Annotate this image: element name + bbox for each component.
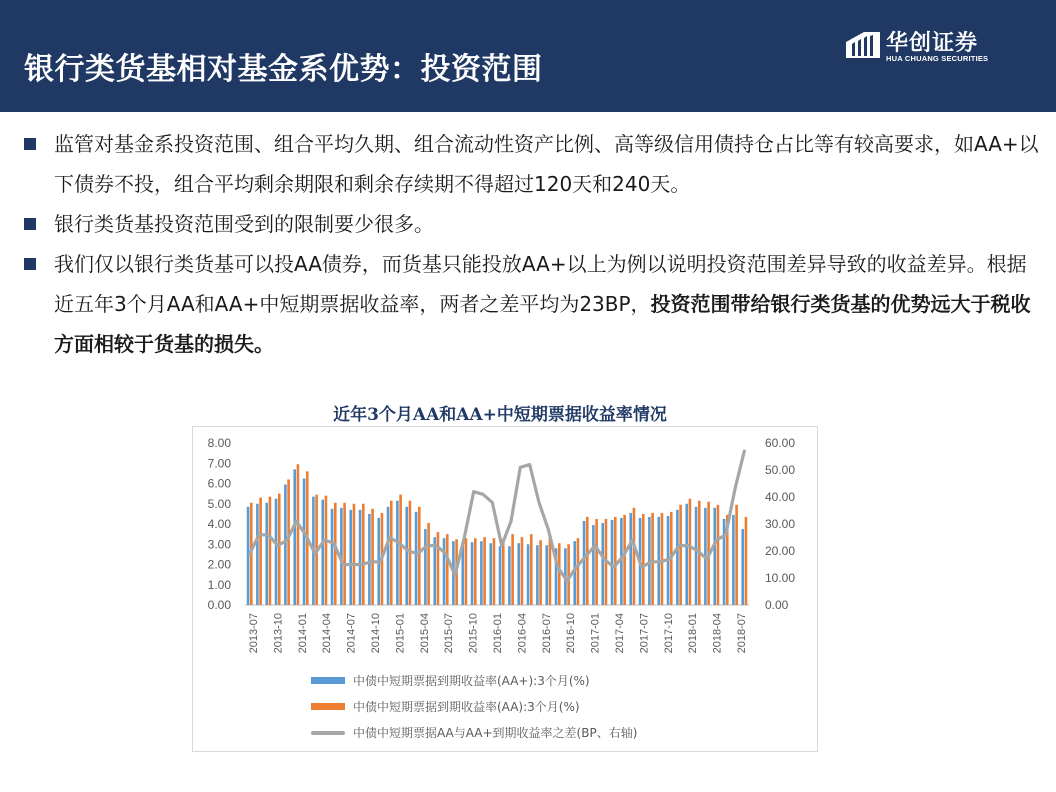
bullet-square-icon — [24, 138, 36, 150]
bar-aa — [446, 534, 449, 605]
chart-plot — [193, 427, 817, 657]
bar-aa — [287, 479, 290, 605]
bar-aa-plus — [405, 507, 408, 605]
x-tick-label: 2017-10 — [662, 613, 675, 654]
bar-aa — [325, 496, 328, 605]
x-tick-label: 2015-01 — [394, 613, 407, 654]
y-right-tick-label: 0.00 — [765, 598, 789, 612]
x-tick-label: 2014-10 — [370, 613, 382, 654]
bar-aa — [679, 505, 682, 605]
x-tick-label: 2015-04 — [418, 613, 431, 654]
bar-aa — [661, 513, 664, 605]
legend-swatch-orange — [311, 703, 345, 710]
bar-aa — [642, 514, 645, 605]
x-tick-label: 2018-07 — [736, 613, 748, 654]
bullet-text: 银行类货基投资范围受到的限制要少很多。 — [54, 212, 434, 236]
y-left-tick-label: 5.00 — [207, 496, 231, 511]
bar-aa — [278, 494, 281, 605]
bar-aa-plus — [433, 537, 436, 605]
bar-aa-plus — [349, 510, 352, 605]
bar-aa — [334, 503, 337, 605]
bar-aa-plus — [713, 508, 716, 605]
y-left-tick-label: 1.00 — [207, 577, 231, 592]
legend-line-gray — [311, 731, 345, 735]
company-logo — [846, 24, 1006, 68]
bar-aa-plus — [499, 546, 502, 605]
x-tick-label: 2017-01 — [589, 613, 602, 654]
bar-aa — [586, 517, 589, 605]
bar-aa-plus — [592, 525, 595, 605]
bullet-item — [22, 124, 1042, 204]
bar-aa — [633, 508, 636, 605]
x-tick-label: 2013-10 — [272, 613, 285, 654]
bar-aa-plus — [387, 507, 390, 605]
bar-aa-plus — [368, 514, 371, 605]
bar-aa — [465, 538, 468, 605]
y-left-tick-label: 3.00 — [207, 537, 231, 552]
bullet-square-icon — [24, 258, 36, 270]
y-left-tick-label: 0.00 — [207, 598, 231, 612]
bar-aa — [735, 505, 738, 605]
bullet-item — [22, 244, 1042, 364]
bullet-list — [22, 124, 1042, 364]
legend-label: 中债中短期票据AA与AA+到期收益率之差(BP、右轴) — [353, 726, 638, 740]
page-title: 银行类货基相对基金系优势：投资范围 — [24, 52, 543, 87]
bar-aa-plus — [601, 523, 604, 605]
bar-aa — [558, 543, 561, 605]
bar-aa-plus — [489, 543, 492, 605]
bar-aa-plus — [732, 515, 735, 605]
bar-aa-plus — [303, 478, 306, 605]
x-tick-label: 2014-01 — [296, 613, 309, 654]
bullet-item — [22, 204, 1042, 244]
bullet-bold-text: 投资范围带给银行类货基的优势远大于税收方面相较于货基的损失。 — [54, 292, 1031, 356]
bar-aa-plus — [629, 513, 632, 605]
bar-aa-plus — [396, 501, 399, 605]
y-right-tick-label: 40.00 — [765, 490, 796, 504]
bar-aa — [651, 513, 654, 605]
bar-aa — [530, 534, 533, 605]
bar-aa-plus — [741, 529, 744, 605]
x-tick-label: 2017-07 — [638, 613, 651, 654]
chart-container — [192, 426, 818, 752]
bar-aa — [511, 534, 514, 605]
bar-aa — [474, 538, 477, 605]
bar-aa — [390, 501, 393, 605]
bar-aa — [614, 517, 617, 605]
bar-aa-plus — [517, 543, 520, 605]
x-tick-label: 2016-01 — [492, 613, 504, 654]
bar-aa-plus — [443, 538, 446, 605]
bar-aa — [595, 519, 598, 605]
y-left-tick-label: 8.00 — [207, 436, 231, 450]
bar-aa — [269, 497, 272, 605]
bar-aa — [521, 537, 524, 605]
bar-aa — [623, 515, 626, 605]
bar-aa-plus — [293, 469, 296, 605]
y-left-tick-label: 4.00 — [207, 517, 231, 531]
x-tick-label: 2015-07 — [443, 613, 456, 654]
logo-english-text: HUA CHUANG SECURITIES — [886, 54, 989, 63]
bar-aa — [577, 538, 580, 605]
bar-aa — [717, 505, 720, 605]
bar-aa-plus — [424, 529, 427, 605]
bar-aa — [539, 540, 542, 605]
bar-aa-plus — [331, 509, 334, 605]
bar-aa-plus — [284, 485, 287, 605]
header-bar — [0, 0, 1056, 112]
logo-chinese-text: 华创证券 — [886, 31, 979, 56]
chart-title: 近年3个月AA和AA+中短期票据收益率情况 — [333, 405, 667, 425]
bar-aa-plus — [536, 545, 539, 605]
bar-aa-plus — [545, 545, 548, 605]
bar-aa-plus — [265, 503, 268, 605]
bar-aa — [502, 539, 505, 605]
bar-aa — [353, 504, 356, 605]
bar-aa — [427, 523, 430, 605]
bar-aa-plus — [527, 544, 530, 605]
y-left-tick-label: 6.00 — [207, 476, 231, 491]
bar-aa — [437, 532, 440, 605]
bar-aa-plus — [583, 521, 586, 605]
x-tick-label: 2014-04 — [321, 613, 334, 654]
bar-aa-plus — [321, 500, 324, 605]
x-tick-label: 2016-10 — [565, 613, 578, 654]
bar-aa — [483, 537, 486, 605]
bar-aa-plus — [480, 541, 483, 605]
bar-aa-plus — [275, 499, 278, 605]
x-tick-label: 2013-07 — [248, 613, 260, 654]
bar-aa-plus — [415, 512, 418, 605]
y-left-tick-label: 7.00 — [207, 456, 231, 471]
y-right-tick-label: 30.00 — [765, 517, 796, 531]
x-tick-label: 2016-07 — [540, 613, 553, 654]
bar-aa — [371, 509, 374, 605]
y-right-tick-label: 10.00 — [765, 571, 796, 585]
bar-aa — [297, 464, 300, 605]
bar-aa — [362, 504, 365, 605]
x-tick-label: 2015-10 — [467, 613, 480, 654]
x-tick-label: 2016-04 — [516, 613, 529, 654]
y-left-tick-label: 2.00 — [207, 557, 231, 572]
bar-aa — [745, 517, 748, 605]
bar-aa — [689, 499, 692, 605]
x-tick-label: 2018-01 — [687, 613, 700, 654]
bar-aa-plus — [471, 542, 474, 605]
legend-swatch-blue — [311, 677, 345, 684]
bar-aa — [259, 498, 262, 605]
bar-aa — [418, 507, 421, 605]
bar-aa-plus — [256, 504, 259, 605]
y-right-tick-label: 20.00 — [765, 544, 796, 558]
y-right-tick-label: 60.00 — [765, 436, 796, 450]
bar-aa-plus — [695, 507, 698, 605]
bar-aa-plus — [359, 510, 362, 605]
y-right-tick-label: 50.00 — [765, 463, 796, 477]
x-tick-label: 2014-07 — [345, 613, 358, 654]
logo-mark-icon — [846, 28, 880, 62]
bar-aa — [343, 503, 346, 605]
bar-aa — [399, 495, 402, 605]
bar-aa-plus — [508, 546, 511, 605]
bar-aa-plus — [247, 507, 250, 605]
bullet-text: 我们仅以银行类货基可以投AA债券，而货基只能投放AA+以上为例以说明投资范围差异导致的收益差异。根据近五年3个月AA和AA+中短期票据收益率，两者之差平均为23BP， — [54, 252, 1027, 316]
bullet-text: 监管对基金系投资范围、组合平均久期、组合流动性资产比例、高等级信用债持仓占比等有较高要求，如AA+以下债券不投，组合平均剩余期限和剩余存续期不得超过120天和240天。 — [54, 132, 1039, 196]
bar-aa-plus — [685, 504, 688, 605]
x-tick-label: 2017-04 — [614, 613, 626, 654]
x-tick-label: 2018-04 — [711, 613, 724, 654]
legend-label: 中债中短期票据到期收益率(AA+):3个月(%) — [353, 674, 590, 688]
bar-aa — [493, 538, 496, 605]
bar-aa-plus — [611, 520, 614, 605]
legend-label: 中债中短期票据到期收益率(AA):3个月(%) — [353, 700, 580, 714]
bar-aa-plus — [676, 510, 679, 605]
bullet-square-icon — [24, 218, 36, 230]
